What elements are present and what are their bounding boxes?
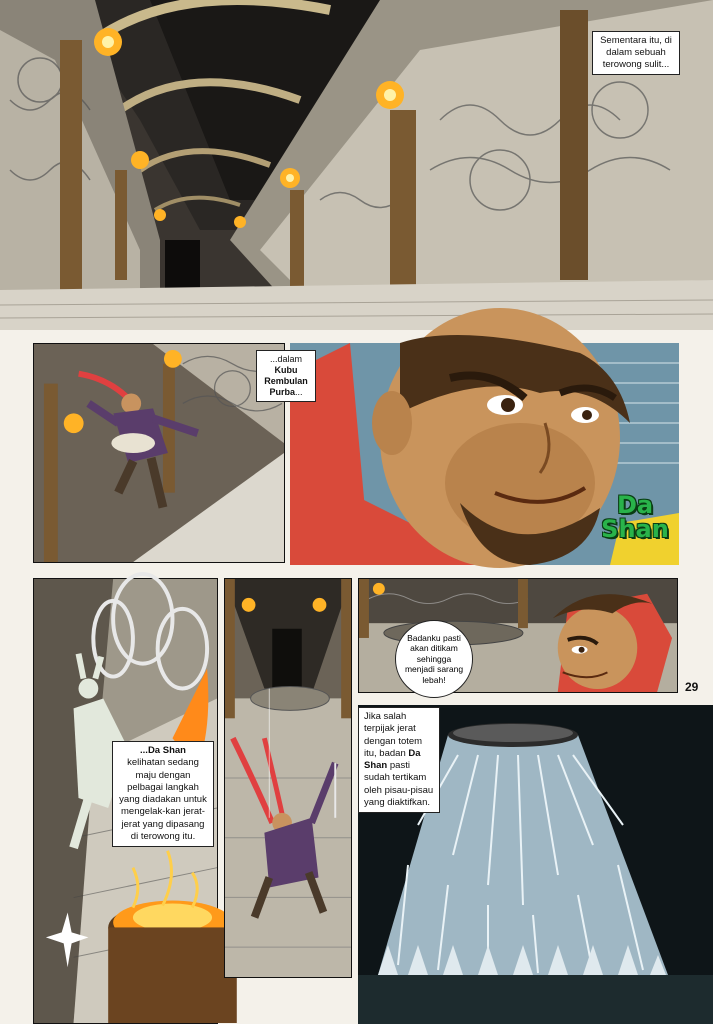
leaping-art [225, 579, 351, 977]
panel-da-shan-leaping [224, 578, 352, 978]
panel-tunnel-hallway [0, 0, 713, 330]
caption-location-name: Kubu Rembulan Purba [264, 365, 308, 397]
panel-blade-trap [358, 705, 713, 1024]
panel-dodging-traps [33, 578, 218, 1024]
narration-caption-intro: Sementara itu, di dalam sebuah terowong sulit... [592, 31, 680, 75]
character-name-tag [595, 493, 675, 541]
narration-caption-dodging [112, 741, 214, 847]
caption-trap-text-a: Jika salah terpijak jerat dengan totem itu, badan [364, 711, 423, 759]
panel-da-shan-running [33, 343, 308, 563]
location-caption [256, 350, 316, 402]
narration-caption-trap [358, 707, 440, 813]
thought-bubble: Badanku pasti akan ditikam sehingga menjadi sarang lebah! [395, 620, 473, 698]
caption-name-bold: ...Da Shan [140, 745, 186, 756]
caption-trap-text-b: pasti sudah tertikam oleh pisau-pisau yang diaktifkan. [364, 760, 434, 809]
caption-dodging-text: kelihatan sedang maju dengan pelbagai langkah yang diadakan untuk mengelak-kan jerat-jerat yang dipasang di terowong itu. [119, 757, 207, 843]
panel-da-shan-face [290, 343, 679, 565]
panel-da-shan-thinking [358, 578, 678, 693]
page-number: 29 [685, 680, 699, 694]
caption-trap-name: Da Shan [364, 747, 421, 772]
running-art [34, 344, 284, 562]
caption-text-dalam: ...dalam [269, 354, 302, 364]
caption-ellipsis: ... [295, 387, 303, 397]
name-tag-line-1: Da [616, 491, 654, 519]
name-tag-line-2: Shan [601, 515, 669, 543]
